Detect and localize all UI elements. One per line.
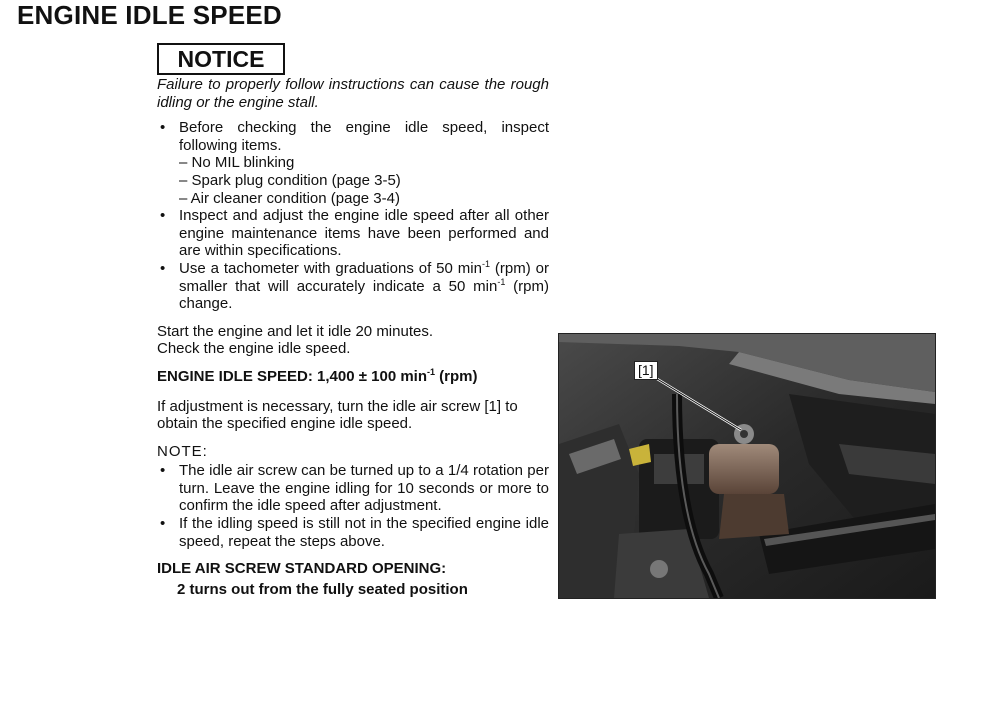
sub-item-mil: – No MIL blinking (179, 154, 295, 172)
adjust-text: If adjustment is necessary, turn the idle air screw [1] to obtain the specified engine idle speed. (157, 397, 518, 433)
bullet-text: Inspect and adjust the engine idle speed after all other engine maintenance items have been performed and are within specifications. (179, 207, 549, 260)
callout-label-idle-air-screw: [1] (634, 361, 658, 380)
list-item (157, 119, 549, 207)
start-line: Start the engine and let it idle 20 minutes. (157, 322, 434, 340)
engine-photo (558, 333, 936, 599)
check-line: Check the engine idle speed. (157, 340, 351, 358)
precheck-list (157, 119, 549, 313)
idle-speed-spec (157, 368, 549, 386)
page-title: ENGINE IDLE SPEED (17, 0, 282, 30)
notice-text: Failure to properly follow instructions can cause the rough idling or the engine stall. (157, 76, 549, 111)
note-list (157, 462, 549, 550)
superscript: -1 (481, 258, 490, 269)
spec-text: ENGINE IDLE SPEED: 1,400 ± 100 min (157, 367, 427, 385)
list-item (157, 207, 549, 260)
bullet-text: (rpm) or smaller that will accurately indicate a 50 min (179, 259, 549, 295)
notice-label: NOTICE (157, 43, 285, 75)
list-item: • The idle air screw can be turned up to a 1/4 rotation per turn. Leave the engine idling for 10 seconds or more to confirm the idle speed after adjustment. (157, 462, 549, 515)
list-item (157, 260, 549, 313)
bullet-text: Before checking the engine idle speed, inspect following items. (179, 119, 549, 154)
spec-unit: (rpm) (435, 367, 478, 385)
bullet-text: (rpm) change. (179, 277, 550, 313)
note-heading: NOTE: (157, 442, 208, 460)
sub-item-air-cleaner: – Air cleaner condition (page 3-4) (179, 189, 400, 207)
bullet-text: Use a tachometer with graduations of 50 min (179, 259, 482, 277)
main-text-column (157, 76, 549, 598)
screw-opening-value: 2 turns out from the fully seated position (177, 580, 468, 598)
superscript: -1 (427, 366, 436, 377)
superscript: -1 (497, 276, 506, 287)
list-item: • If the idling speed is still not in the specified engine idle speed, repeat the steps above. (157, 515, 549, 550)
engine-photo-illustration (559, 334, 935, 598)
screw-opening-title: IDLE AIR SCREW STANDARD OPENING: (157, 560, 447, 578)
start-instructions (157, 323, 549, 358)
sub-item-spark-plug: – Spark plug condition (page 3-5) (179, 171, 401, 189)
